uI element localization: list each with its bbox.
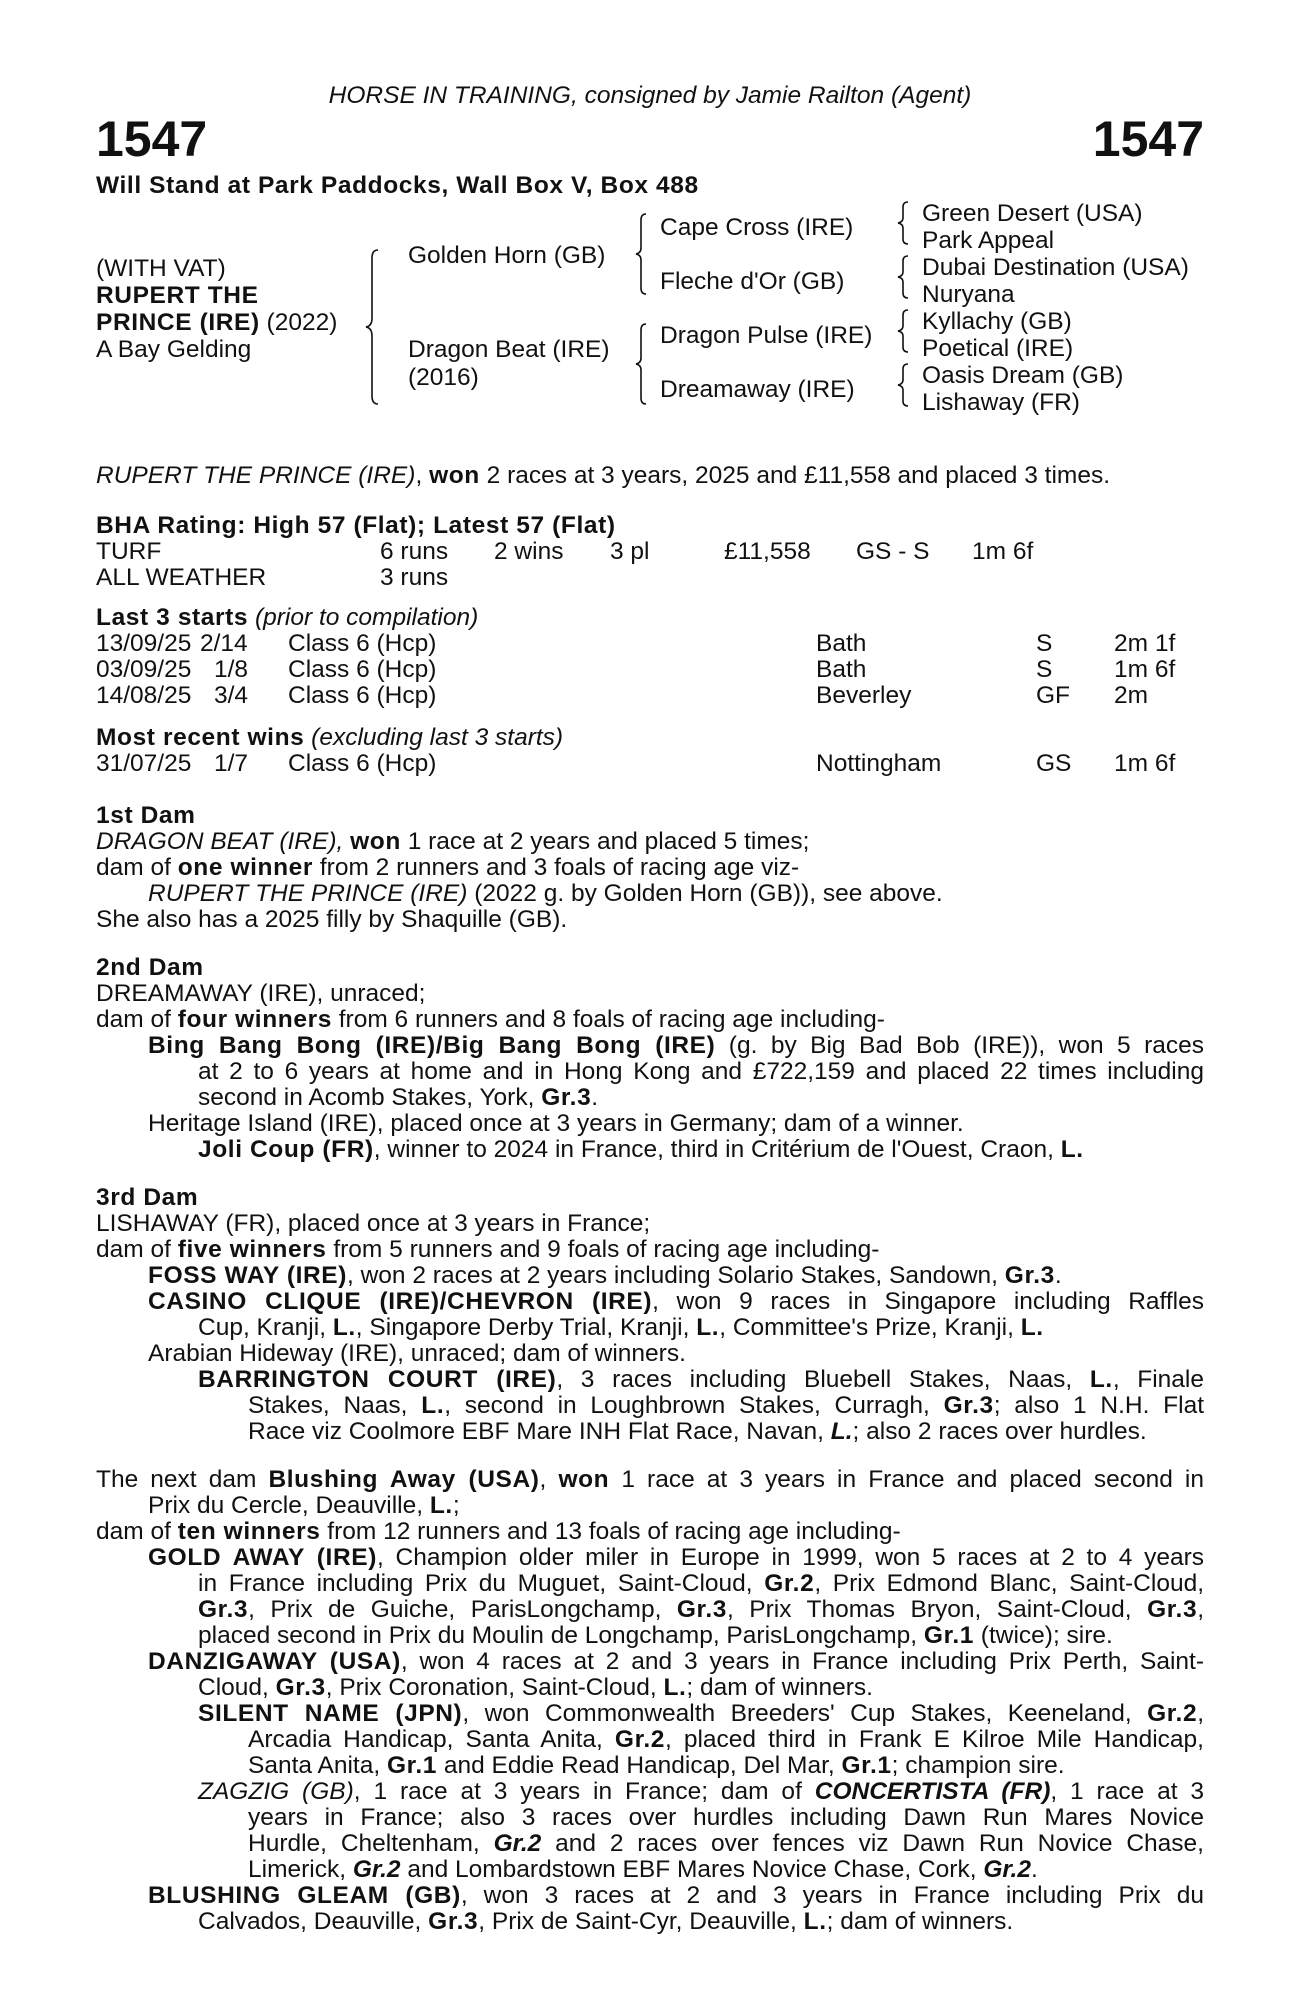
start-class: Class 6 (Hcp) bbox=[288, 630, 437, 657]
pedigree-brace-ds bbox=[896, 308, 910, 354]
t: Gr.2 bbox=[764, 1570, 815, 1597]
t: Hurdle, Cheltenham, bbox=[248, 1830, 494, 1857]
win-distance: 1m 6f bbox=[1114, 750, 1176, 777]
next-dam-line bbox=[198, 1624, 1113, 1649]
t: Prix du Cercle, Deauville, bbox=[148, 1492, 430, 1519]
t: Gr.2 bbox=[983, 1856, 1031, 1883]
pedigree-dam-dam: Dreamaway (IRE) bbox=[660, 376, 855, 403]
next-dam-line bbox=[248, 1858, 1038, 1883]
second-dam-heading: 2nd Dam bbox=[96, 954, 204, 981]
t: Cup, Kranji, bbox=[198, 1314, 333, 1341]
first-dam-line: She also has a 2025 filly by Shaquille (GB). bbox=[96, 906, 568, 933]
catalogue-page bbox=[96, 0, 1204, 2000]
t: five winners bbox=[177, 1236, 327, 1263]
pedigree-brace-ss bbox=[896, 200, 910, 246]
t: Gr.3 bbox=[1004, 1262, 1055, 1289]
t: BLUSHING GLEAM (GB) bbox=[148, 1882, 461, 1909]
t: ; also 1 N.H. Flat bbox=[993, 1392, 1204, 1419]
next-dam-line bbox=[248, 1832, 1204, 1857]
third-dam-line bbox=[198, 1368, 1204, 1393]
t: from 5 runners and 9 foals of racing age including- bbox=[326, 1236, 880, 1263]
t: DANZIGAWAY (USA) bbox=[148, 1648, 401, 1675]
win-going: GS bbox=[1036, 750, 1072, 777]
next-dam-line bbox=[148, 1494, 460, 1519]
next-dam-line: years in France; also 3 races over hurdles including Dawn Run Mares Novice bbox=[248, 1804, 1204, 1831]
start-distance: 2m bbox=[1114, 682, 1149, 709]
t: Gr.3 bbox=[275, 1674, 326, 1701]
third-dam-line: Arabian Hideway (IRE), unraced; dam of winners. bbox=[148, 1340, 686, 1367]
turf-placed: 3 pl bbox=[610, 538, 650, 565]
start-distance: 1m 6f bbox=[1114, 656, 1176, 683]
t: Gr.2 bbox=[352, 1856, 401, 1883]
t: from 2 runners and 3 foals of racing age viz- bbox=[313, 854, 800, 881]
t: ; also 2 races over hurdles. bbox=[852, 1418, 1147, 1445]
last3-note: (prior to compilation) bbox=[248, 604, 479, 631]
third-dam-line bbox=[198, 1316, 1044, 1341]
next-dam-line bbox=[148, 1546, 1204, 1571]
pedigree-sds: Dubai Destination (USA) bbox=[922, 254, 1189, 281]
t: , bbox=[539, 1466, 559, 1493]
pedigree-brace-sire bbox=[634, 212, 648, 296]
t: , second in Loughbrown Stakes, Curragh, bbox=[444, 1392, 944, 1419]
win-position: 1/7 bbox=[214, 750, 249, 777]
pedigree-dds: Oasis Dream (GB) bbox=[922, 362, 1124, 389]
third-dam-heading: 3rd Dam bbox=[96, 1184, 199, 1211]
third-dam-line bbox=[148, 1264, 1062, 1289]
t: and 2 races over fences viz Dawn Run Novice Chase, bbox=[541, 1830, 1204, 1857]
t: Gr.1 bbox=[841, 1752, 892, 1779]
start-date: 13/09/25 bbox=[96, 630, 192, 657]
second-dam-line: Heritage Island (IRE), placed once at 3 years in Germany; dam of a winner. bbox=[148, 1110, 964, 1137]
start-course: Bath bbox=[816, 630, 867, 657]
race-summary bbox=[96, 464, 1110, 489]
t: . bbox=[1031, 1856, 1038, 1883]
start-going: S bbox=[1036, 656, 1053, 683]
start-going: S bbox=[1036, 630, 1053, 657]
next-dam-line bbox=[96, 1468, 1204, 1493]
t: , Prix de Guiche, ParisLongchamp, bbox=[248, 1596, 677, 1623]
page-header: HORSE IN TRAINING, consigned by Jamie Railton (Agent) bbox=[328, 82, 972, 109]
recent-heading: Most recent wins bbox=[96, 724, 305, 751]
pedigree-dam: Dragon Beat (IRE) bbox=[408, 336, 610, 363]
second-dam-line bbox=[96, 1008, 885, 1033]
pedigree-brace-main bbox=[364, 248, 380, 406]
bha-rating-title: BHA Rating: High 57 (Flat); Latest 57 (Flat) bbox=[96, 512, 616, 539]
t: L. bbox=[332, 1314, 356, 1341]
start-course: Bath bbox=[816, 656, 867, 683]
next-dam-line bbox=[148, 1650, 1204, 1675]
t: 1 race at 2 years and placed 5 times; bbox=[400, 828, 810, 855]
t: Gr.3 bbox=[541, 1084, 592, 1111]
t: L. bbox=[1060, 1136, 1084, 1163]
t: Race viz Coolmore EBF Mare INH Flat Race, Navan, bbox=[248, 1418, 831, 1445]
t: Gr.1 bbox=[386, 1752, 438, 1779]
t: L. bbox=[421, 1392, 445, 1419]
t: , winner to 2024 in France, third in Critérium de l'Ouest, Craon, bbox=[373, 1136, 1061, 1163]
t: , won Commonwealth Breeders' Cup Stakes, Keeneland, bbox=[462, 1700, 1148, 1727]
vat-note: (WITH VAT) bbox=[96, 255, 226, 282]
t: , 1 race at 3 bbox=[1050, 1778, 1204, 1805]
next-dam-line bbox=[198, 1702, 1204, 1727]
third-dam-line bbox=[148, 1290, 1204, 1315]
third-dam-line bbox=[248, 1420, 1147, 1445]
t: Gr.3 bbox=[428, 1908, 479, 1935]
t: Gr.3 bbox=[198, 1596, 249, 1623]
horse-name-line1: RUPERT THE bbox=[96, 281, 259, 309]
t: dam of bbox=[96, 1236, 178, 1263]
t: The next dam bbox=[96, 1466, 269, 1493]
t: CASINO CLIQUE (IRE)/CHEVRON (IRE) bbox=[148, 1288, 653, 1315]
t: L. bbox=[830, 1418, 853, 1445]
next-dam-line bbox=[198, 1780, 1204, 1805]
t: dam of bbox=[96, 1006, 178, 1033]
t: Gr.3 bbox=[676, 1596, 727, 1623]
t: Arcadia Handicap, Santa Anita, bbox=[248, 1726, 615, 1753]
t: , won 2 races at 2 years including Solario Stakes, Sandown, bbox=[347, 1262, 1005, 1289]
t: , Committee's Prize, Kranji, bbox=[719, 1314, 1021, 1341]
t: dam of bbox=[96, 854, 178, 881]
start-position: 3/4 bbox=[214, 682, 249, 709]
t: , Prix Coronation, Saint-Cloud, bbox=[325, 1674, 664, 1701]
t: Gr.2 bbox=[493, 1830, 542, 1857]
t: Gr.2 bbox=[1147, 1700, 1198, 1727]
t: BARRINGTON COURT (IRE) bbox=[198, 1366, 557, 1393]
t: , Singapore Derby Trial, Kranji, bbox=[355, 1314, 697, 1341]
horse-name-line2: PRINCE (IRE) bbox=[96, 308, 260, 336]
t: Gr.3 bbox=[943, 1392, 994, 1419]
t: L. bbox=[1089, 1366, 1113, 1393]
t: CONCERTISTA (FR) bbox=[814, 1778, 1051, 1805]
pedigree-sdd: Nuryana bbox=[922, 281, 1015, 308]
next-dam-line bbox=[198, 1676, 873, 1701]
start-class: Class 6 (Hcp) bbox=[288, 682, 437, 709]
start-date: 14/08/25 bbox=[96, 682, 192, 709]
t: , placed third in Frank E Kilroe Mile Handicap, bbox=[665, 1726, 1204, 1753]
t: , Champion older miler in Europe in 1999, won 5 races at 2 to 4 years bbox=[376, 1544, 1204, 1571]
t: 1 race at 3 years in France and placed second in bbox=[609, 1466, 1204, 1493]
t: DRAGON BEAT (IRE), bbox=[96, 828, 351, 855]
t: Bing Bang Bong (IRE)/Big Bang Bong (IRE) bbox=[148, 1032, 716, 1059]
win-date: 31/07/25 bbox=[96, 750, 192, 777]
foaling-year: (2022) bbox=[266, 308, 338, 336]
t: , won 3 races at 2 and 3 years in France including Prix du bbox=[460, 1882, 1204, 1909]
stand-location: Will Stand at Park Paddocks, Wall Box V, Box 488 bbox=[96, 172, 699, 199]
t: (twice); sire. bbox=[974, 1622, 1113, 1649]
pedigree-ssd: Park Appeal bbox=[922, 227, 1055, 254]
start-position: 2/14 bbox=[200, 630, 248, 657]
t: in France including Prix du Muguet, Saint-Cloud, bbox=[198, 1570, 765, 1597]
t: , won 9 races in Singapore including Raffles bbox=[652, 1288, 1204, 1315]
pedigree-dsd: Poetical (IRE) bbox=[922, 335, 1074, 362]
t: L. bbox=[663, 1674, 687, 1701]
lot-number-right: 1547 bbox=[1092, 111, 1204, 167]
start-date: 03/09/25 bbox=[96, 656, 192, 683]
t: (2022 g. by Golden Horn (GB)), see above. bbox=[467, 880, 943, 907]
pedigree-sss: Green Desert (USA) bbox=[922, 200, 1143, 227]
t: won bbox=[350, 828, 401, 855]
t: ZAGZIG (GB) bbox=[198, 1778, 354, 1805]
start-going: GF bbox=[1036, 682, 1071, 709]
t: Cloud, bbox=[198, 1674, 276, 1701]
pedigree-dss: Kyllachy (GB) bbox=[922, 308, 1072, 335]
summary-won: won bbox=[429, 462, 480, 489]
t: GOLD AWAY (IRE) bbox=[148, 1544, 377, 1571]
t: , 1 race at 3 years in France; dam of bbox=[353, 1778, 815, 1805]
t: Blushing Away (USA) bbox=[268, 1466, 540, 1493]
t: Gr.3 bbox=[1147, 1596, 1198, 1623]
t: Santa Anita, bbox=[248, 1752, 387, 1779]
t: SILENT NAME (JPN) bbox=[198, 1700, 463, 1727]
t: Limerick, bbox=[248, 1856, 353, 1883]
t: , bbox=[1197, 1700, 1204, 1727]
t: dam of bbox=[96, 1518, 178, 1545]
t: and Eddie Read Handicap, Del Mar, bbox=[437, 1752, 842, 1779]
pedigree-sire-sire: Cape Cross (IRE) bbox=[660, 214, 854, 241]
t: from 6 runners and 8 foals of racing age including- bbox=[331, 1006, 885, 1033]
win-class: Class 6 (Hcp) bbox=[288, 750, 437, 777]
turf-distance: 1m 6f bbox=[972, 538, 1034, 565]
pedigree-brace-dd bbox=[896, 362, 910, 408]
turf-prize: £11,558 bbox=[724, 538, 811, 565]
t: RUPERT THE PRINCE (IRE) bbox=[148, 880, 468, 907]
start-class: Class 6 (Hcp) bbox=[288, 656, 437, 683]
t: placed second in Prix du Moulin de Longchamp, ParisLongchamp, bbox=[198, 1622, 924, 1649]
t: , won 4 races at 2 and 3 years in France including Prix Perth, Saint- bbox=[400, 1648, 1204, 1675]
summary-horse-name: RUPERT THE PRINCE (IRE) bbox=[96, 462, 416, 489]
t: four winners bbox=[177, 1006, 332, 1033]
t: , Finale bbox=[1112, 1366, 1204, 1393]
t: ; dam of winners. bbox=[826, 1908, 1014, 1935]
second-dam-line: at 2 to 6 years at home and in Hong Kong and £722,159 and placed 22 times including bbox=[198, 1058, 1204, 1085]
next-dam-line bbox=[96, 1520, 901, 1545]
next-dam-line bbox=[198, 1598, 1204, 1623]
first-dam-line bbox=[96, 856, 799, 881]
t: ; dam of winners. bbox=[686, 1674, 873, 1701]
second-dam-line: DREAMAWAY (IRE), unraced; bbox=[96, 980, 426, 1007]
t: Calvados, Deauville, bbox=[198, 1908, 429, 1935]
t: ; champion sire. bbox=[891, 1752, 1065, 1779]
t: . bbox=[1054, 1262, 1062, 1289]
t: L. bbox=[1020, 1314, 1044, 1341]
summary-rest: 2 races at 3 years, 2025 and £11,558 and placed 3 times. bbox=[479, 462, 1111, 489]
t: L. bbox=[803, 1908, 827, 1935]
second-dam-line bbox=[148, 1034, 1204, 1059]
next-dam-line bbox=[248, 1754, 1065, 1779]
next-dam-line bbox=[198, 1572, 1204, 1597]
third-dam-line bbox=[248, 1394, 1204, 1419]
turf-runs: 6 runs bbox=[380, 538, 449, 565]
t: ten winners bbox=[177, 1518, 321, 1545]
next-dam-line bbox=[148, 1884, 1204, 1909]
t: Gr.2 bbox=[614, 1726, 665, 1753]
first-dam-line bbox=[96, 830, 809, 855]
t: ; bbox=[452, 1492, 460, 1519]
recent-note: (excluding last 3 starts) bbox=[304, 724, 564, 751]
pedigree-sire-dam: Fleche d'Or (GB) bbox=[660, 268, 845, 295]
horse-identity bbox=[96, 256, 337, 364]
start-course: Beverley bbox=[816, 682, 912, 709]
t: and Lombardstown EBF Mares Novice Chase, Cork, bbox=[400, 1856, 984, 1883]
t: , Prix Thomas Bryon, Saint-Cloud, bbox=[726, 1596, 1148, 1623]
t: , 3 races including Bluebell Stakes, Naas, bbox=[556, 1366, 1090, 1393]
second-dam-line bbox=[198, 1086, 598, 1111]
recent-wins-title bbox=[96, 726, 563, 751]
t: , Prix de Saint-Cyr, Deauville, bbox=[478, 1908, 804, 1935]
t: FOSS WAY (IRE) bbox=[148, 1262, 347, 1289]
t: L. bbox=[429, 1492, 453, 1519]
t: from 12 runners and 13 foals of racing age including- bbox=[320, 1518, 901, 1545]
t: Stakes, Naas, bbox=[248, 1392, 422, 1419]
t: , bbox=[1197, 1596, 1204, 1623]
start-position: 1/8 bbox=[214, 656, 249, 683]
summary-sep: , bbox=[415, 462, 430, 489]
second-dam-line bbox=[198, 1138, 1084, 1163]
first-dam-line bbox=[148, 882, 943, 907]
turf-label: TURF bbox=[96, 538, 162, 565]
pedigree-ddd: Lishaway (FR) bbox=[922, 389, 1080, 416]
aw-label: ALL WEATHER bbox=[96, 564, 267, 591]
t: , Prix Edmond Blanc, Saint-Cloud, bbox=[814, 1570, 1204, 1597]
t: Joli Coup (FR) bbox=[198, 1136, 374, 1163]
next-dam-line bbox=[248, 1728, 1204, 1753]
next-dam-line bbox=[198, 1910, 1013, 1935]
win-course: Nottingham bbox=[816, 750, 942, 777]
aw-runs: 3 runs bbox=[380, 564, 449, 591]
third-dam-line bbox=[96, 1238, 879, 1263]
pedigree-brace-sd bbox=[896, 254, 910, 300]
turf-going: GS - S bbox=[856, 538, 930, 565]
last-3-starts-title bbox=[96, 606, 478, 631]
third-dam-line: LISHAWAY (FR), placed once at 3 years in France; bbox=[96, 1210, 651, 1237]
pedigree-dam-sire: Dragon Pulse (IRE) bbox=[660, 322, 873, 349]
first-dam-heading: 1st Dam bbox=[96, 802, 196, 829]
t: . bbox=[591, 1084, 599, 1111]
pedigree-sire: Golden Horn (GB) bbox=[408, 242, 606, 269]
turf-wins: 2 wins bbox=[494, 538, 564, 565]
t: L. bbox=[696, 1314, 720, 1341]
t: won bbox=[558, 1466, 610, 1493]
horse-description: A Bay Gelding bbox=[96, 335, 252, 363]
t: (g. by Big Bad Bob (IRE)), won 5 races bbox=[715, 1032, 1204, 1059]
last3-heading: Last 3 starts bbox=[96, 604, 249, 631]
t: Gr.1 bbox=[923, 1622, 974, 1649]
lot-number-left: 1547 bbox=[96, 111, 208, 167]
t: one winner bbox=[177, 854, 314, 881]
start-distance: 2m 1f bbox=[1114, 630, 1176, 657]
pedigree-brace-dam bbox=[634, 322, 648, 406]
t: second in Acomb Stakes, York, bbox=[198, 1084, 542, 1111]
pedigree-dam-year: (2016) bbox=[408, 364, 479, 391]
